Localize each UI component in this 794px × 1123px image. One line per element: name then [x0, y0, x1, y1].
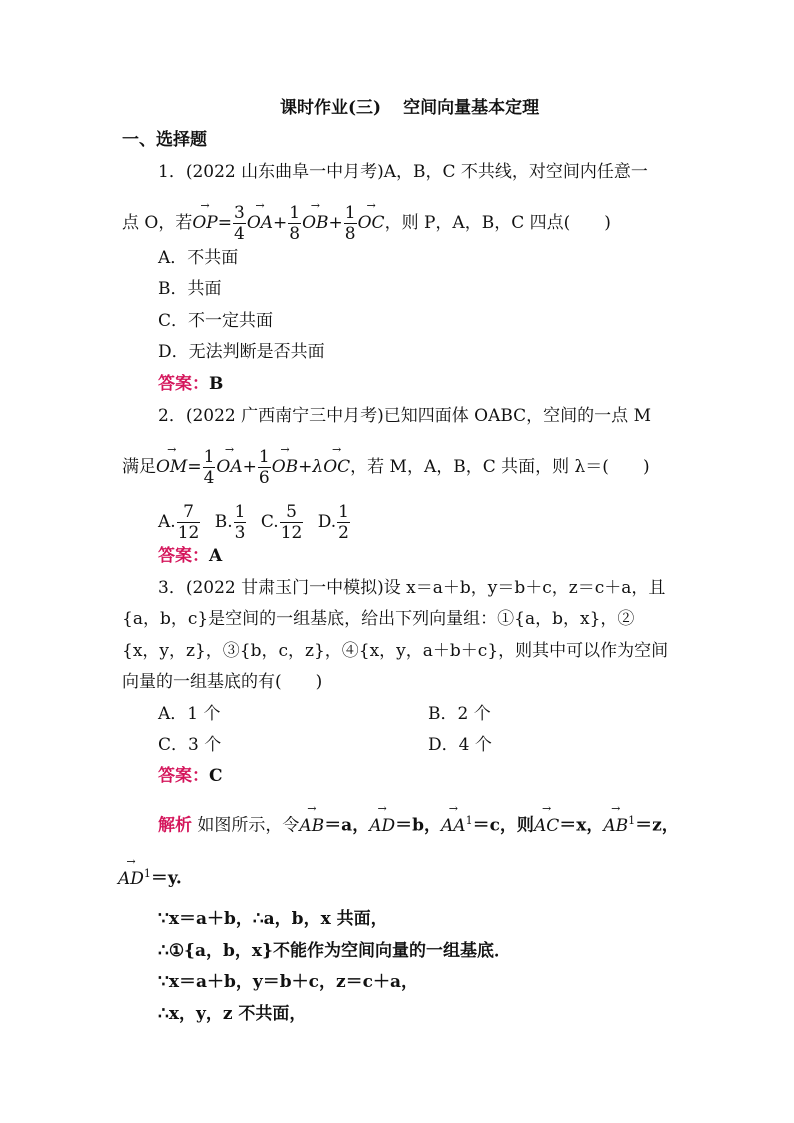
vector-AB1: → AB	[603, 801, 629, 836]
answer-label: 答案：	[158, 374, 209, 394]
q3-option-a: A．1 个	[158, 704, 221, 724]
q1-option-c: C．不一定共面	[158, 311, 274, 331]
q2-answer	[158, 545, 222, 567]
answer-label: 答案：	[158, 546, 209, 566]
vector-OB: → OB	[271, 443, 299, 477]
title-part1: 课时作业(三)	[280, 98, 382, 118]
q2-option-d-frac: $\frac{1}{2}$	[338, 502, 349, 543]
q2-option-a-label: A.	[158, 512, 176, 532]
vector-AA1: → AA	[441, 801, 466, 836]
vector-OC: → OC	[323, 443, 351, 477]
fraction-1-8: $\frac{1}{8}$	[289, 203, 301, 244]
q1-option-d: D．无法判断是否共面	[158, 342, 325, 362]
q1-text-post: ，则 P，A，B，C 四点( )	[384, 213, 611, 233]
q1-option-b: B．共面	[158, 279, 222, 299]
vector-AD: → AD	[369, 801, 396, 836]
q2-option-c-frac: $\frac{5}{12}$	[280, 502, 303, 543]
q2-options	[158, 502, 351, 543]
analysis-intro: 如图所示，令	[197, 815, 300, 836]
analysis-label: 解析	[158, 815, 192, 836]
fraction-3-4: $\frac{3}{4}$	[233, 203, 245, 244]
eq-a: ＝a，	[324, 815, 370, 836]
vector-AB: → AB	[299, 801, 325, 836]
analysis-step3: ∵x＝a＋b，y＝b＋c，z＝c＋a，	[158, 972, 418, 992]
vector-OA: → OA	[216, 443, 243, 477]
sub-1: 1	[465, 814, 473, 827]
q2-line2	[122, 443, 650, 488]
vector-OB: → OB	[302, 199, 329, 233]
eq-b: ＝b，	[395, 815, 442, 836]
q3-option-b: B．2 个	[428, 704, 491, 724]
answer-value: C	[209, 766, 223, 786]
q3-option-c: C．3 个	[158, 735, 222, 755]
q2-text-post: ，若 M，A，B，C 共面，则 λ＝( )	[350, 457, 650, 477]
plus: +	[273, 213, 288, 233]
q2-text-pre: 满足	[122, 457, 156, 477]
q1-option-a: A．不共面	[158, 248, 239, 268]
vector-AC: → AC	[533, 801, 560, 836]
sub-1: 1	[143, 867, 151, 880]
eq-c: ＝c，则	[472, 815, 534, 836]
equals: =	[187, 457, 202, 477]
fraction-1-4: $\frac{1}{4}$	[203, 447, 215, 488]
plus: +	[328, 213, 343, 233]
q3-line2: {a，b，c}是空间的一组基底，给出下列向量组：①{a，b，x}，②	[122, 609, 635, 629]
vector-OA: → OA	[246, 199, 274, 233]
sub-1: 1	[628, 814, 636, 827]
vector-OC: → OC	[357, 199, 385, 233]
q3-line1: 3．(2022 甘肃玉门一中模拟)设 x＝a＋b，y＝b＋c，z＝c＋a，且	[158, 578, 666, 598]
plus: +	[242, 457, 257, 477]
analysis-line2	[118, 854, 182, 890]
q1-answer	[158, 373, 223, 395]
q2-option-d-label: D.	[317, 512, 337, 532]
equals: =	[217, 213, 232, 233]
vector-AD1: → AD	[118, 854, 144, 889]
analysis-line1	[158, 801, 679, 837]
section-heading: 一、选择题	[122, 130, 207, 150]
eq-x: ＝x，	[559, 815, 604, 836]
q2-option-c-label: C.	[260, 512, 279, 532]
eq-y: ＝y.	[150, 868, 182, 889]
q3-line3: {x，y，z}，③{b，c，z}，④{x，y，a＋b＋c}，则其中可以作为空间	[122, 641, 669, 661]
q2-line1: 2．(2022 广西南宁三中月考)已知四面体 OABC，空间的一点 M	[158, 406, 651, 426]
eq-z: ＝z，	[635, 815, 679, 836]
page-title	[280, 97, 539, 119]
answer-label: 答案：	[158, 766, 209, 786]
q1-line1: 1．(2022 山东曲阜一中月考)A，B，C 不共线，对空间内任意一	[158, 162, 648, 182]
title-part2: 空间向量基本定理	[403, 98, 540, 118]
fraction-1-6: $\frac{1}{6}$	[258, 447, 270, 488]
analysis-step4: ∴x，y，z 不共面，	[158, 1004, 307, 1024]
q1-line2	[122, 199, 611, 244]
analysis-step2: ∴①{a，b，x}不能作为空间向量的一组基底．	[158, 941, 511, 961]
fraction-1-8-b: $\frac{1}{8}$	[344, 203, 356, 244]
q2-option-b-label: B.	[214, 512, 233, 532]
plus: +	[298, 457, 313, 477]
lambda: λ	[312, 457, 324, 477]
q3-option-d: D．4 个	[428, 735, 492, 755]
q2-option-a-frac: $\frac{7}{12}$	[177, 502, 200, 543]
answer-value: A	[209, 546, 223, 566]
vector-OP: → OP	[192, 199, 218, 233]
q1-text-pre: 点 O，若	[122, 213, 193, 233]
vector-OM: → OM	[156, 443, 188, 477]
analysis-step1: ∵x＝a＋b，∴a，b，x 共面，	[158, 909, 388, 929]
answer-value: B	[209, 374, 224, 394]
q3-answer	[158, 765, 223, 787]
q2-option-b-frac: $\frac{1}{3}$	[234, 502, 246, 543]
q3-line4: 向量的一组基底的有( )	[122, 672, 323, 692]
